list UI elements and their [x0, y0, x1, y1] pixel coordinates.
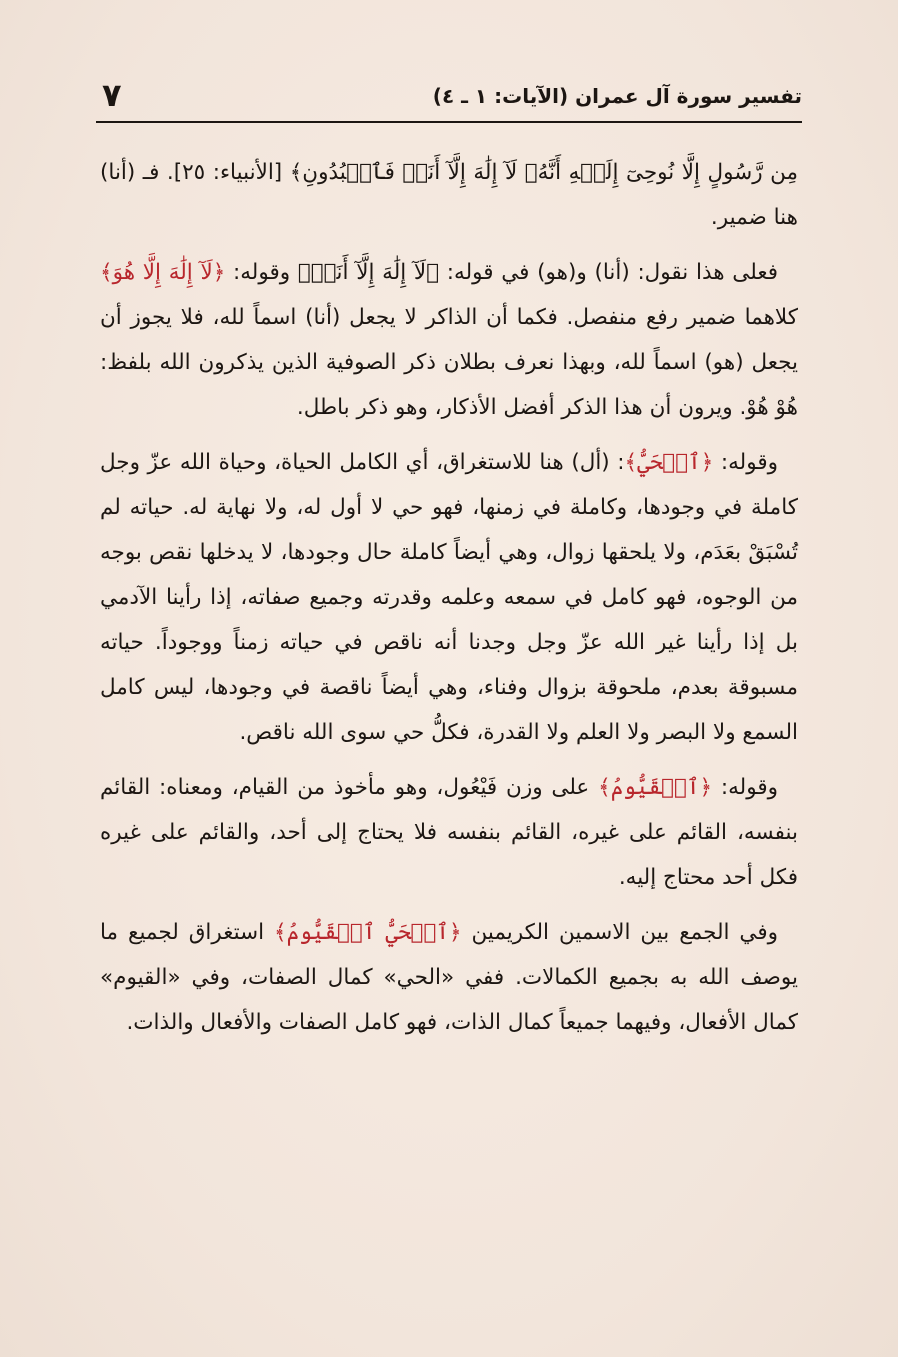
quran-verse: ﴿ٱلۡقَيُّومُ﴾	[598, 775, 713, 800]
text-segment: كلاهما ضمير رفع منفصل. فكما أن الذاكر لا يجعل (أنا) اسماً لله، فلا يجوز أن يجعل (هو) اسماً لله، وبهذا نعرف بطلان ذكر الصوفية الذين يذكرون الله بلفظ: هُوْ هُوْ. ويرون أن هذا الذكر أفضل الأذكار، وهو ذكر باطل.	[100, 305, 798, 420]
text-segment: وفي الجمع بين الاسمين الكريمين	[461, 920, 778, 945]
paragraph	[100, 440, 798, 755]
text-segment: فعلى هذا نقول: (أنا) و(هو) في قوله:	[439, 260, 778, 285]
text-segment: على وزن فَيْعُول، وهو مأخوذ من القيام، ومعناه: القائم بنفسه، القائم على غيره، القائم بنفسه فلا يحتاج إلى أحد، والقائم على غيره فكل أحد محتاج إليه.	[100, 775, 798, 890]
running-title: تفسير سورة آل عمران (الآيات: ١ ـ ٤)	[432, 84, 802, 108]
quran-verse: مِن رَّسُولٍ إِلَّا نُوحِىٓ إِلَيۡهِ أَنَّهُۥ لَآ إِلَٰهَ إِلَّآ أَنَا۠ فَٱعۡبُدُونِ﴾	[289, 160, 798, 185]
header-divider	[96, 121, 802, 123]
text-segment: وقوله:	[712, 775, 778, 800]
page-header	[96, 76, 802, 114]
quran-verse: ﴿ٱلۡحَيُّ ٱلۡقَيُّومُ﴾	[274, 920, 462, 945]
quran-verse: ﴿لَآ إِلَٰهَ إِلَّآ أَنَا۠﴾	[297, 260, 440, 285]
body-text	[100, 150, 798, 1055]
text-segment: وقوله:	[225, 260, 298, 285]
paragraph	[100, 150, 798, 240]
text-segment: : (أل) هنا للاستغراق، أي الكامل الحياة، وحياة الله عزّ وجل كاملة في وجودها، وكاملة في زمنها، فهو حي لا أول له، ولا نهاية له. حياته لم تُسْبَقْ بعَدَم، ولا يلحقها زوال، وهي أيضاً كاملة حال وجودها، لا يدخلها نقص بوجه من الوجوه، فهو كامل في سمعه وعلمه وقدرته وجميع صفاته، إذا رأينا الآدمي بل إذا رأينا غير الله عزّ وجل وجدنا أنه ناقص في حياته زمناً ووجوداً. حياته مسبوقة بعدم، ملحوقة بزوال وفناء، وهي أيضاً ناقصة في وجودها، ليس كامل السمع ولا البصر ولا العلم ولا القدرة، فكلُّ حي سوى الله ناقص.	[100, 450, 798, 745]
page-number: ٧	[102, 76, 122, 114]
quran-verse: ﴿لَآ إِلَٰهَ إِلَّا هُوَ﴾	[100, 260, 226, 285]
quran-verse: ﴿ٱلۡحَيُّ﴾	[624, 450, 714, 475]
text-segment: وقوله:	[713, 450, 778, 475]
paragraph	[100, 910, 798, 1045]
paragraph	[100, 250, 798, 430]
text-segment: استغراق لجميع ما يوصف الله به بجميع الكمالات. ففي «الحي» كمال الصفات، وفي «القيوم» كمال الأفعال، وفيهما جميعاً كمال الذات، فهو كامل الصفات والأفعال والذات.	[100, 920, 798, 1035]
text-segment: [الأنبياء: ٢٥]. فـ (أنا) هنا ضمير.	[100, 160, 798, 230]
paragraph	[100, 765, 798, 900]
